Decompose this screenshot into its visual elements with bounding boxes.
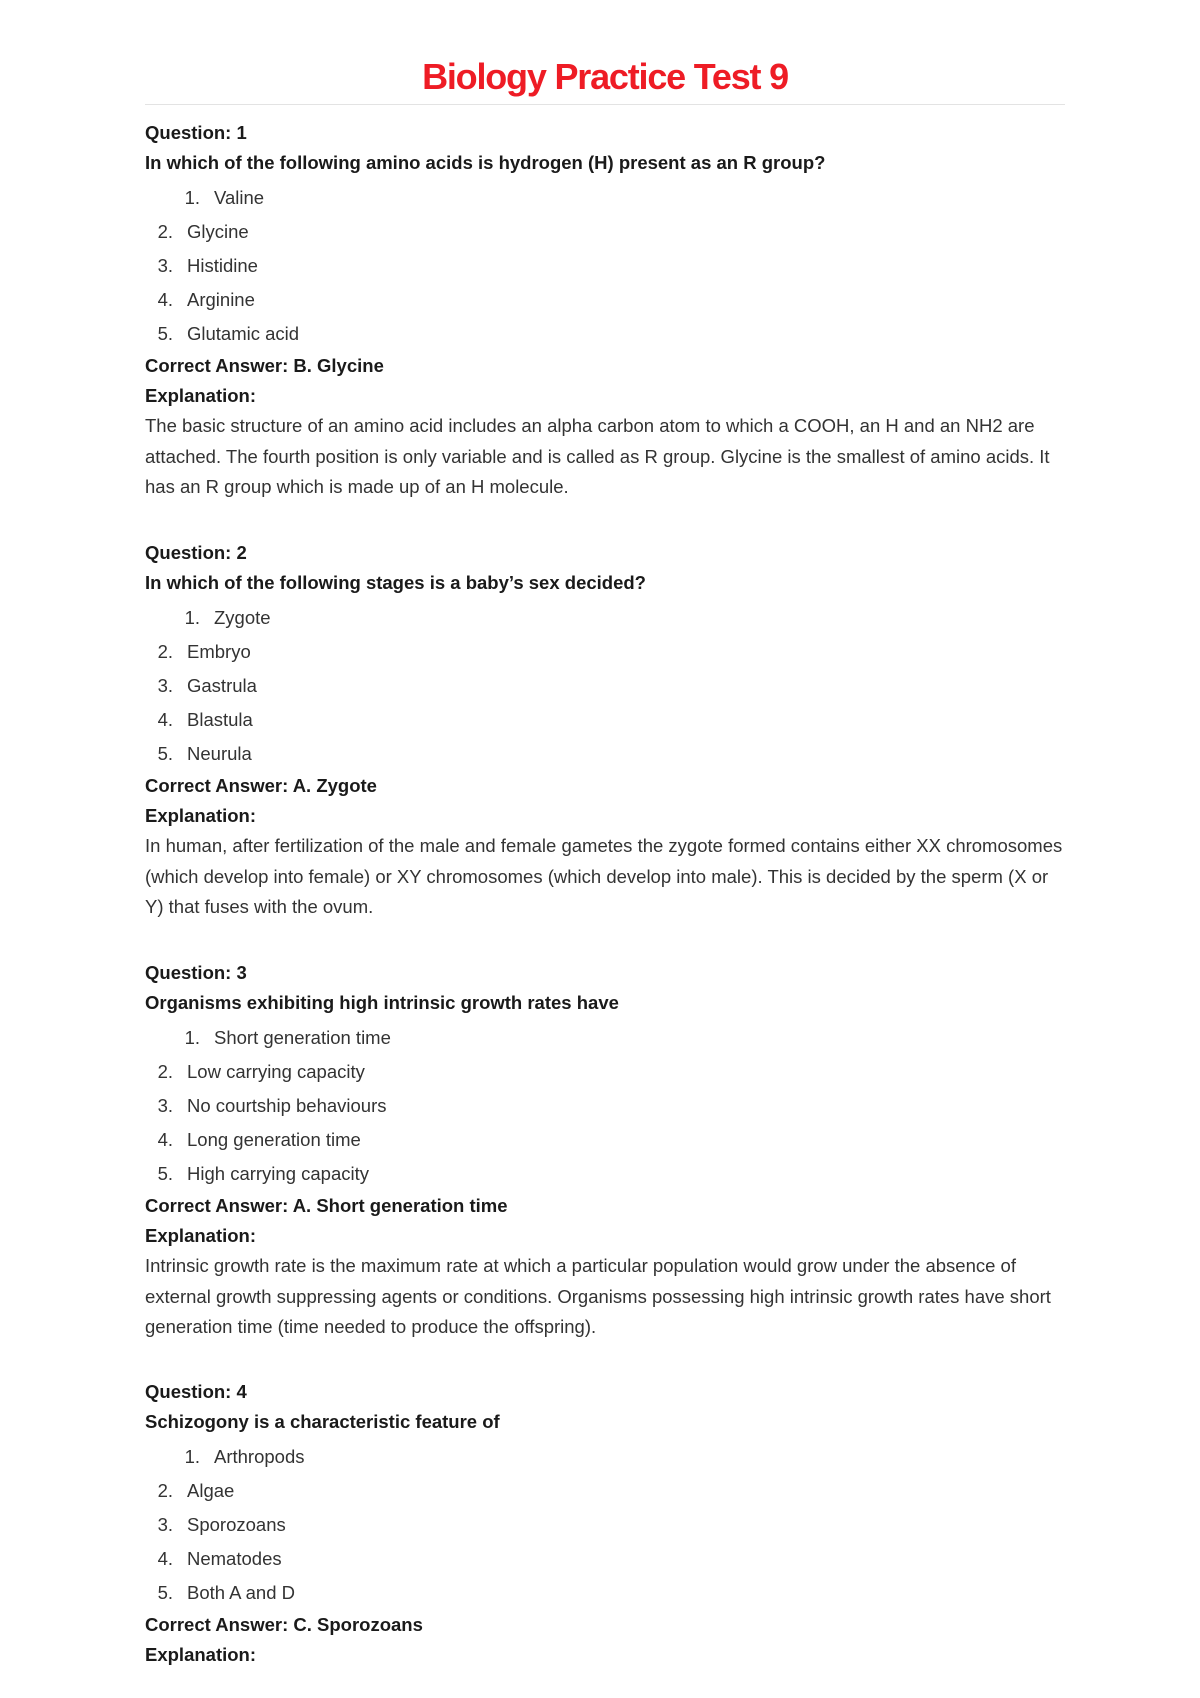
option-item (145, 317, 1075, 351)
option-number: 1. (184, 1446, 200, 1467)
question-number: Question: 3 (145, 962, 247, 983)
explanation-text: Intrinsic growth rate is the maximum rate at which a particular population would grow under the absence of external growth suppressing agents or conditions. Organisms possessing high intrinsic growth rates have short generation time (time needed to produce the offspring). (145, 1255, 1051, 1337)
correct-answer: Correct Answer: A. Zygote (145, 775, 377, 796)
option-number: 5. (157, 1163, 173, 1184)
option-number: 4. (157, 1129, 173, 1150)
option-item (145, 1055, 1075, 1089)
option-text: Gastrula (187, 675, 257, 696)
option-text: Sporozoans (187, 1514, 286, 1535)
option-item (145, 1542, 1075, 1576)
option-number: 2. (157, 1480, 173, 1501)
option-text: Embryo (187, 641, 251, 662)
option-item (145, 1508, 1075, 1542)
explanation-label: Explanation: (145, 1644, 257, 1665)
option-text: Short generation time (214, 1027, 391, 1048)
option-text: Arginine (187, 289, 255, 310)
option-item (145, 1474, 1075, 1508)
option-text: Arthropods (214, 1446, 305, 1467)
option-item (145, 1123, 1075, 1157)
option-text: Long generation time (187, 1129, 361, 1150)
question-block-1 (145, 118, 1075, 503)
option-number: 3. (157, 675, 173, 696)
option-number: 4. (157, 709, 173, 730)
option-number: 5. (157, 323, 173, 344)
explanation-text: In human, after fertilization of the male and female gametes the zygote formed contains either XX chromosomes (which develop into female) or XY chromosomes (which develop into male). This is decided by the sperm (X or Y) that fuses with the ovum. (145, 835, 1063, 917)
explanation-label: Explanation: (145, 805, 257, 826)
question-block-4 (145, 1377, 1075, 1670)
option-number: 1. (184, 1027, 200, 1048)
option-number: 5. (157, 1582, 173, 1603)
option-text: Neurula (187, 743, 252, 764)
question-block-3 (145, 958, 1075, 1343)
question-text: In which of the following amino acids is hydrogen (H) present as an R group? (145, 152, 826, 173)
question-text: Schizogony is a characteristic feature of (145, 1411, 500, 1432)
option-number: 4. (157, 1548, 173, 1569)
option-number: 3. (157, 1514, 173, 1535)
option-text: Glutamic acid (187, 323, 300, 344)
option-text: Glycine (187, 221, 249, 242)
option-item (145, 1576, 1075, 1610)
option-item (145, 1089, 1075, 1123)
option-item (145, 1157, 1075, 1191)
question-number: Question: 1 (145, 122, 247, 143)
option-item (145, 1021, 1075, 1055)
option-number: 4. (157, 289, 173, 310)
option-number: 2. (157, 221, 173, 242)
option-item (145, 181, 1075, 215)
option-number: 5. (157, 743, 173, 764)
options-list (145, 1021, 1075, 1191)
options-list (145, 601, 1075, 771)
option-number: 2. (157, 641, 173, 662)
option-text: Both A and D (187, 1582, 296, 1603)
option-item (145, 215, 1075, 249)
option-number: 3. (157, 1095, 173, 1116)
question-text: Organisms exhibiting high intrinsic growth rates have (145, 992, 619, 1013)
option-number: 1. (184, 607, 200, 628)
option-text: Valine (214, 187, 265, 208)
explanation-text: The basic structure of an amino acid includes an alpha carbon atom to which a COOH, an H and an NH2 are attached. The fourth position is only variable and is called as R group. Glycine is the smallest of amino acids. It has an R group which is made up of an H molecule. (145, 415, 1050, 497)
option-item (145, 249, 1075, 283)
correct-answer: Correct Answer: C. Sporozoans (145, 1614, 423, 1635)
option-item (145, 601, 1075, 635)
option-text: Low carrying capacity (187, 1061, 365, 1082)
title-divider (145, 104, 1065, 105)
option-text: No courtship behaviours (187, 1095, 387, 1116)
explanation-label: Explanation: (145, 385, 257, 406)
option-number: 2. (157, 1061, 173, 1082)
option-item (145, 283, 1075, 317)
correct-answer: Correct Answer: A. Short generation time (145, 1195, 508, 1216)
option-text: Nematodes (187, 1548, 282, 1569)
page-title: Biology Practice Test 9 (422, 56, 788, 97)
option-text: Zygote (214, 607, 271, 628)
question-text: In which of the following stages is a baby’s sex decided? (145, 572, 646, 593)
option-number: 1. (184, 187, 200, 208)
option-item (145, 635, 1075, 669)
option-item (145, 1440, 1075, 1474)
option-number: 3. (157, 255, 173, 276)
option-text: Histidine (187, 255, 258, 276)
question-number: Question: 2 (145, 542, 247, 563)
option-item (145, 669, 1075, 703)
correct-answer: Correct Answer: B. Glycine (145, 355, 384, 376)
option-text: High carrying capacity (187, 1163, 369, 1184)
option-text: Algae (187, 1480, 235, 1501)
explanation-label: Explanation: (145, 1225, 257, 1246)
options-list (145, 1440, 1075, 1610)
option-text: Blastula (187, 709, 253, 730)
options-list (145, 181, 1075, 351)
question-block-2 (145, 538, 1075, 923)
option-item (145, 703, 1075, 737)
option-item (145, 737, 1075, 771)
question-number: Question: 4 (145, 1381, 247, 1402)
